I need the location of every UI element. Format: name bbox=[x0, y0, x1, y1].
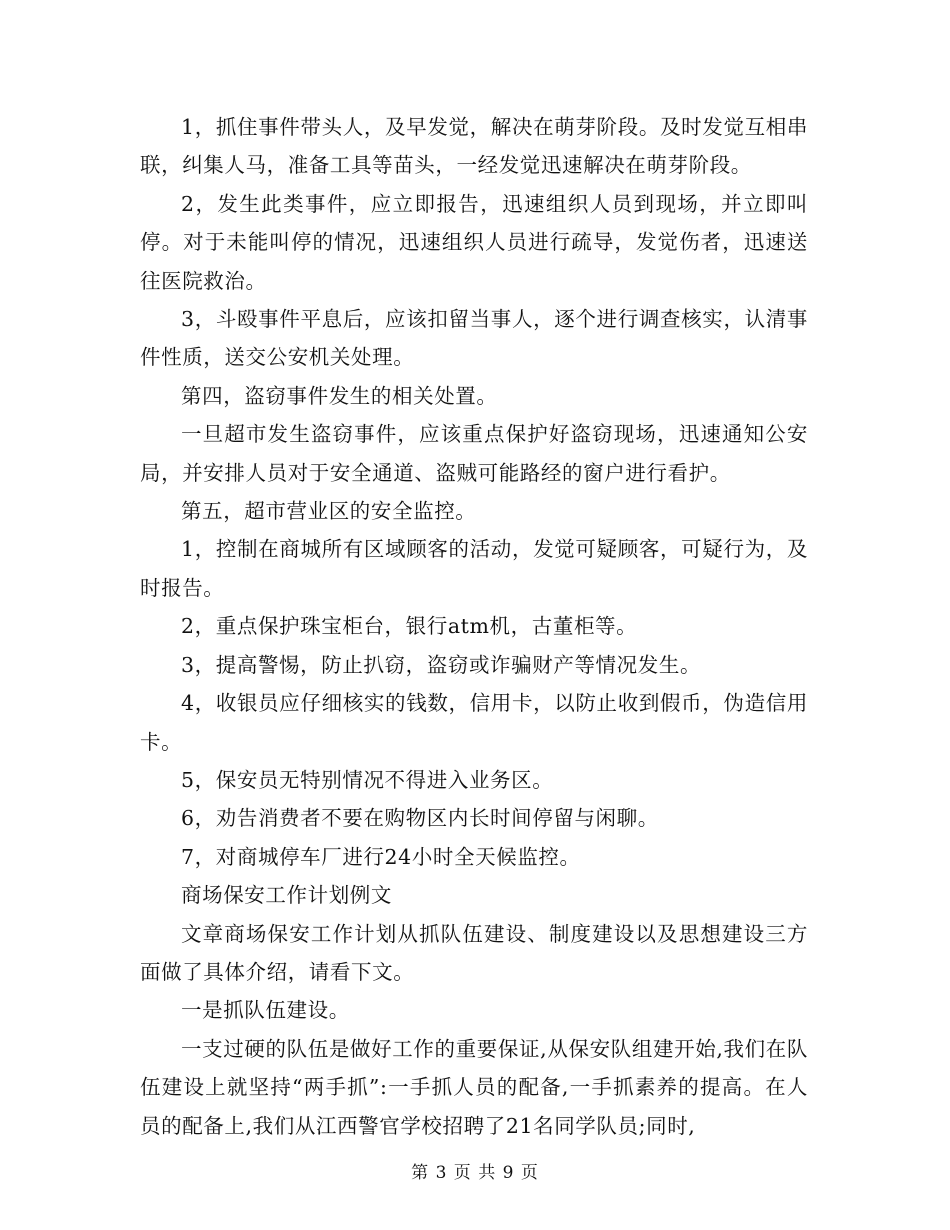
section-heading-team: 一是抓队伍建设。 bbox=[181, 998, 350, 1023]
page-number-footer: 第 3 页 共 9 页 bbox=[411, 1163, 539, 1183]
paragraph-13: 7，对商城停车厂进行24小时全天候监控。 bbox=[181, 844, 581, 869]
paragraph-2: 2，发生此类事件，应立即报告，迅速组织人员到现场，并立即叫停。对于未能叫停的情况，迅速组织人员进行疏导，发觉伤者，迅速送往医院救治。 bbox=[140, 191, 808, 293]
section-heading-4: 第四，盗窃事件发生的相关处置。 bbox=[181, 383, 498, 408]
paragraph-15: 文章商场保安工作计划从抓队伍建设、制度建设以及思想建设三方面做了具体介绍，请看下文。 bbox=[140, 921, 808, 984]
paragraph-10: 4，收银员应仔细核实的钱数，信用卡，以防止收到假币，伪造信用卡。 bbox=[140, 691, 808, 754]
paragraph-1: 1，抓住事件带头人，及早发觉，解决在萌芽阶段。及时发觉互相串联，纠集人马，准备工具等苗头，一经发觉迅速解决在萌芽阶段。 bbox=[140, 115, 808, 178]
document-body bbox=[140, 108, 808, 1145]
paragraph-3: 3，斗殴事件平息后，应该扣留当事人，逐个进行调查核实，认清事件性质，送交公安机关处理。 bbox=[140, 307, 808, 370]
paragraph-8: 2，重点保护珠宝柜台，银行atm机，古董柜等。 bbox=[181, 614, 638, 639]
paragraph-11: 5，保安员无特别情况不得进入业务区。 bbox=[181, 767, 554, 792]
section-heading-5: 第五，超市营业区的安全监控。 bbox=[181, 499, 477, 524]
paragraph-5: 一旦超市发生盗窃事件，应该重点保护好盗窃现场，迅速通知公安局，并安排人员对于安全通道、盗贼可能路经的窗户进行看护。 bbox=[140, 422, 808, 485]
paragraph-17: 一支过硬的队伍是做好工作的重要保证,从保安队组建开始,我们在队伍建设上就坚持“两手抓”:一手抓人员的配备,一手抓素养的提高。在人员的配备上,我们从江西警官学校招聘了21名同学队员;同时, bbox=[140, 1036, 808, 1138]
paragraph-7: 1，控制在商城所有区域顾客的活动，发觉可疑顾客，可疑行为，及时报告。 bbox=[140, 537, 808, 600]
paragraph-9: 3，提高警惕，防止扒窃，盗窃或诈骗财产等情况发生。 bbox=[181, 652, 702, 677]
paragraph-12: 6，劝告消费者不要在购物区内长时间停留与闲聊。 bbox=[181, 806, 659, 831]
article-title: 商场保安工作计划例文 bbox=[181, 883, 392, 908]
